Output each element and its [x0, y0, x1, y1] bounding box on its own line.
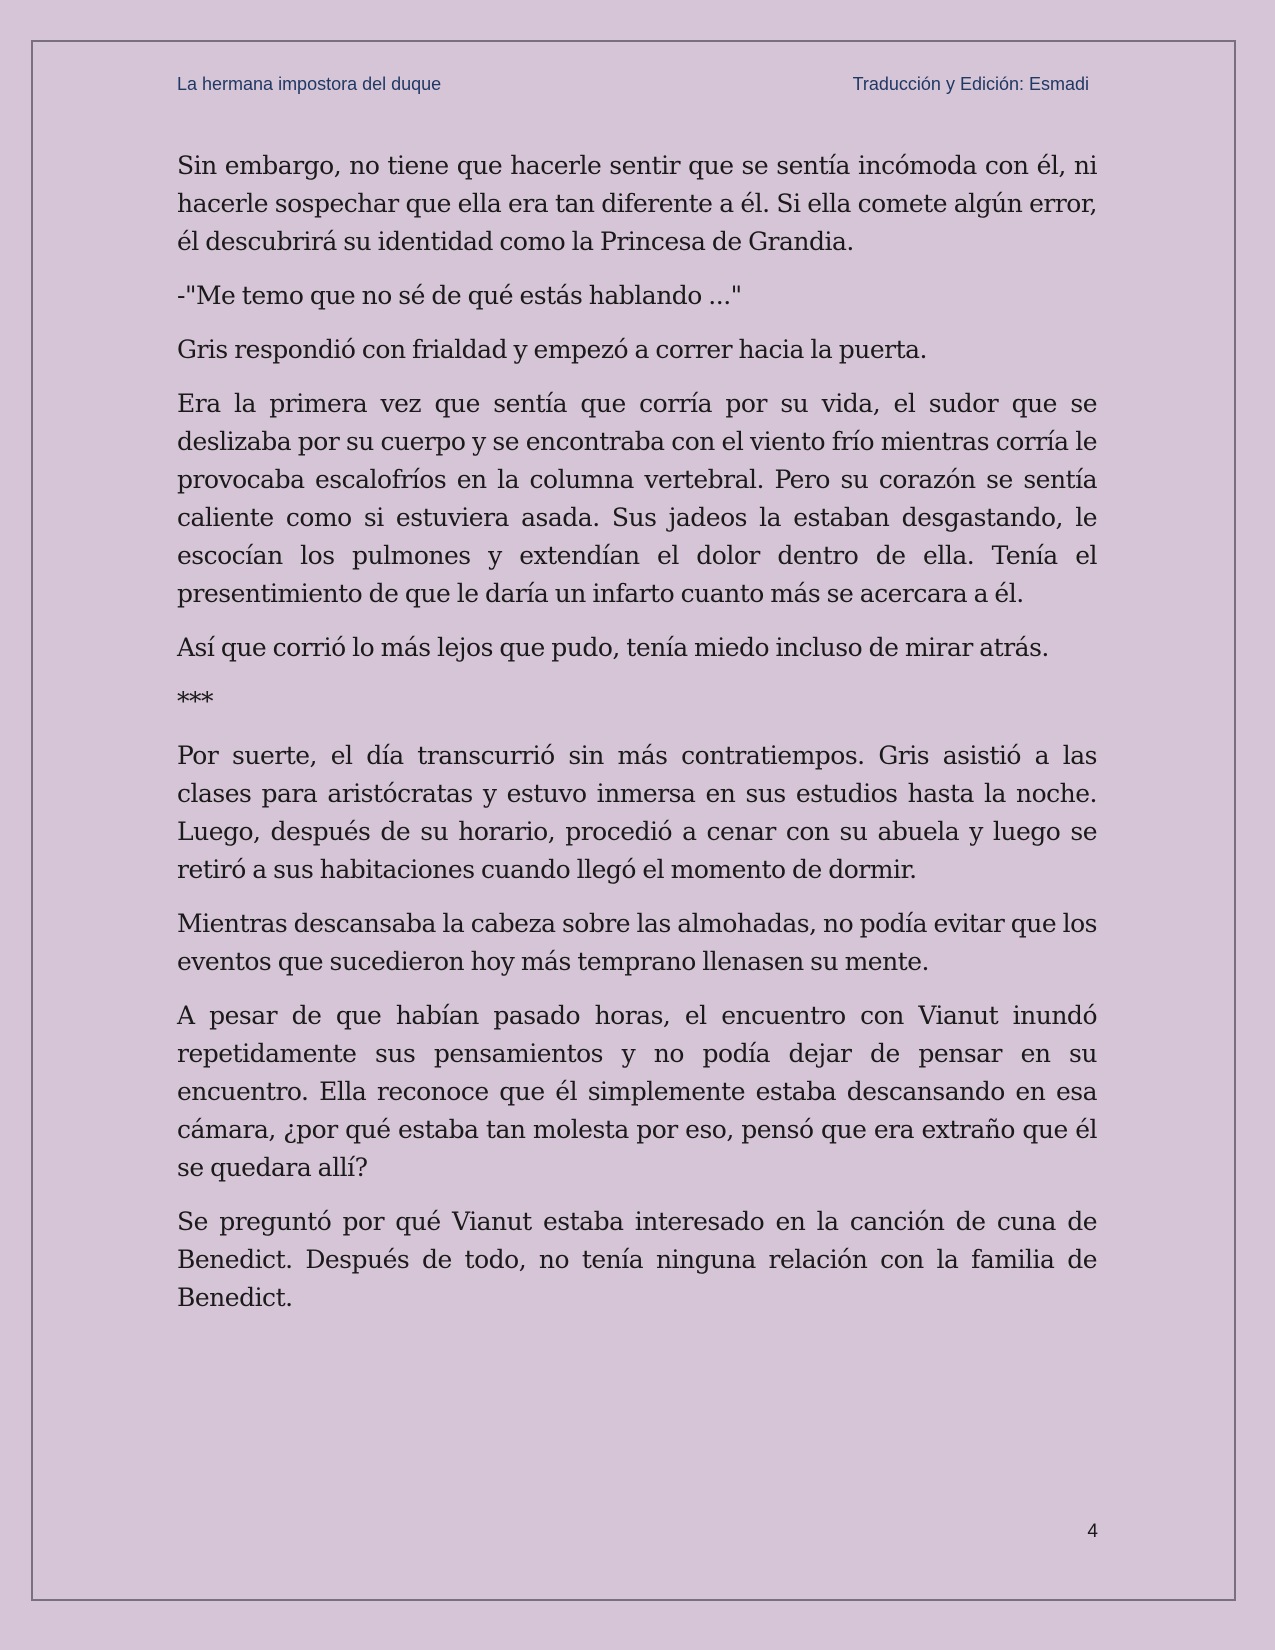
paragraph: -"Me temo que no sé de qué estás hablando ..." [177, 281, 742, 310]
page-number: 4 [1087, 1521, 1098, 1542]
paragraph: Por suerte, el día transcurrió sin más contratiempos. Gris asistió a las clases para aristócratas y estuvo inmersa en sus estudios hasta la noche. Luego, después de su horario, procedió a cenar con su abuela y luego se retiró a sus habitaciones cuando llegó el momento de dormir. [177, 741, 1097, 884]
paragraph: Sin embargo, no tiene que hacerle sentir que se sentía incómoda con él, ni hacerle sospechar que ella era tan diferente a él. Si ella comete algún error, él descubrirá su identidad como la Princesa de Grandia. [177, 151, 1097, 256]
header-translator-credit: Traducción y Edición: Esmadi [852, 74, 1089, 94]
paragraph: Mientras descansaba la cabeza sobre las almohadas, no podía evitar que los eventos que sucedieron hoy más temprano llenasen su mente. [177, 909, 1098, 976]
paragraph: Se preguntó por qué Vianut estaba interesado en la canción de cuna de Benedict. Después de todo, no tenía ninguna relación con la familia de Benedict. [177, 1207, 1097, 1312]
paragraph: A pesar de que habían pasado horas, el encuentro con Vianut inundó repetidamente sus pensamientos y no podía dejar de pensar en su encuentro. Ella reconoce que él simplemente estaba descansando en esa cámara, ¿por qué estaba tan molesta por eso, pensó que era extraño que él se quedara allí? [177, 1001, 1097, 1182]
paragraph: Así que corrió lo más lejos que pudo, tenía miedo incluso de mirar atrás. [177, 633, 1049, 662]
paragraph: Gris respondió con frialdad y empezó a correr hacia la puerta. [177, 335, 927, 364]
paragraph: Era la primera vez que sentía que corría por su vida, el sudor que se deslizaba por su cuerpo y se encontraba con el viento frío mientras corría le provocaba escalofríos en la columna vertebral. Pero su corazón se sentía caliente como si estuviera asada. Sus jadeos la estaban desgastando, le escocían los pulmones y extendían el dolor dentro de ella. Tenía el presentimiento de que le daría un infarto cuanto más se acercara a él. [177, 389, 1097, 608]
scene-break: *** [177, 687, 213, 716]
header-book-title: La hermana impostora del duque [177, 74, 442, 94]
page-body [177, 147, 1097, 1333]
